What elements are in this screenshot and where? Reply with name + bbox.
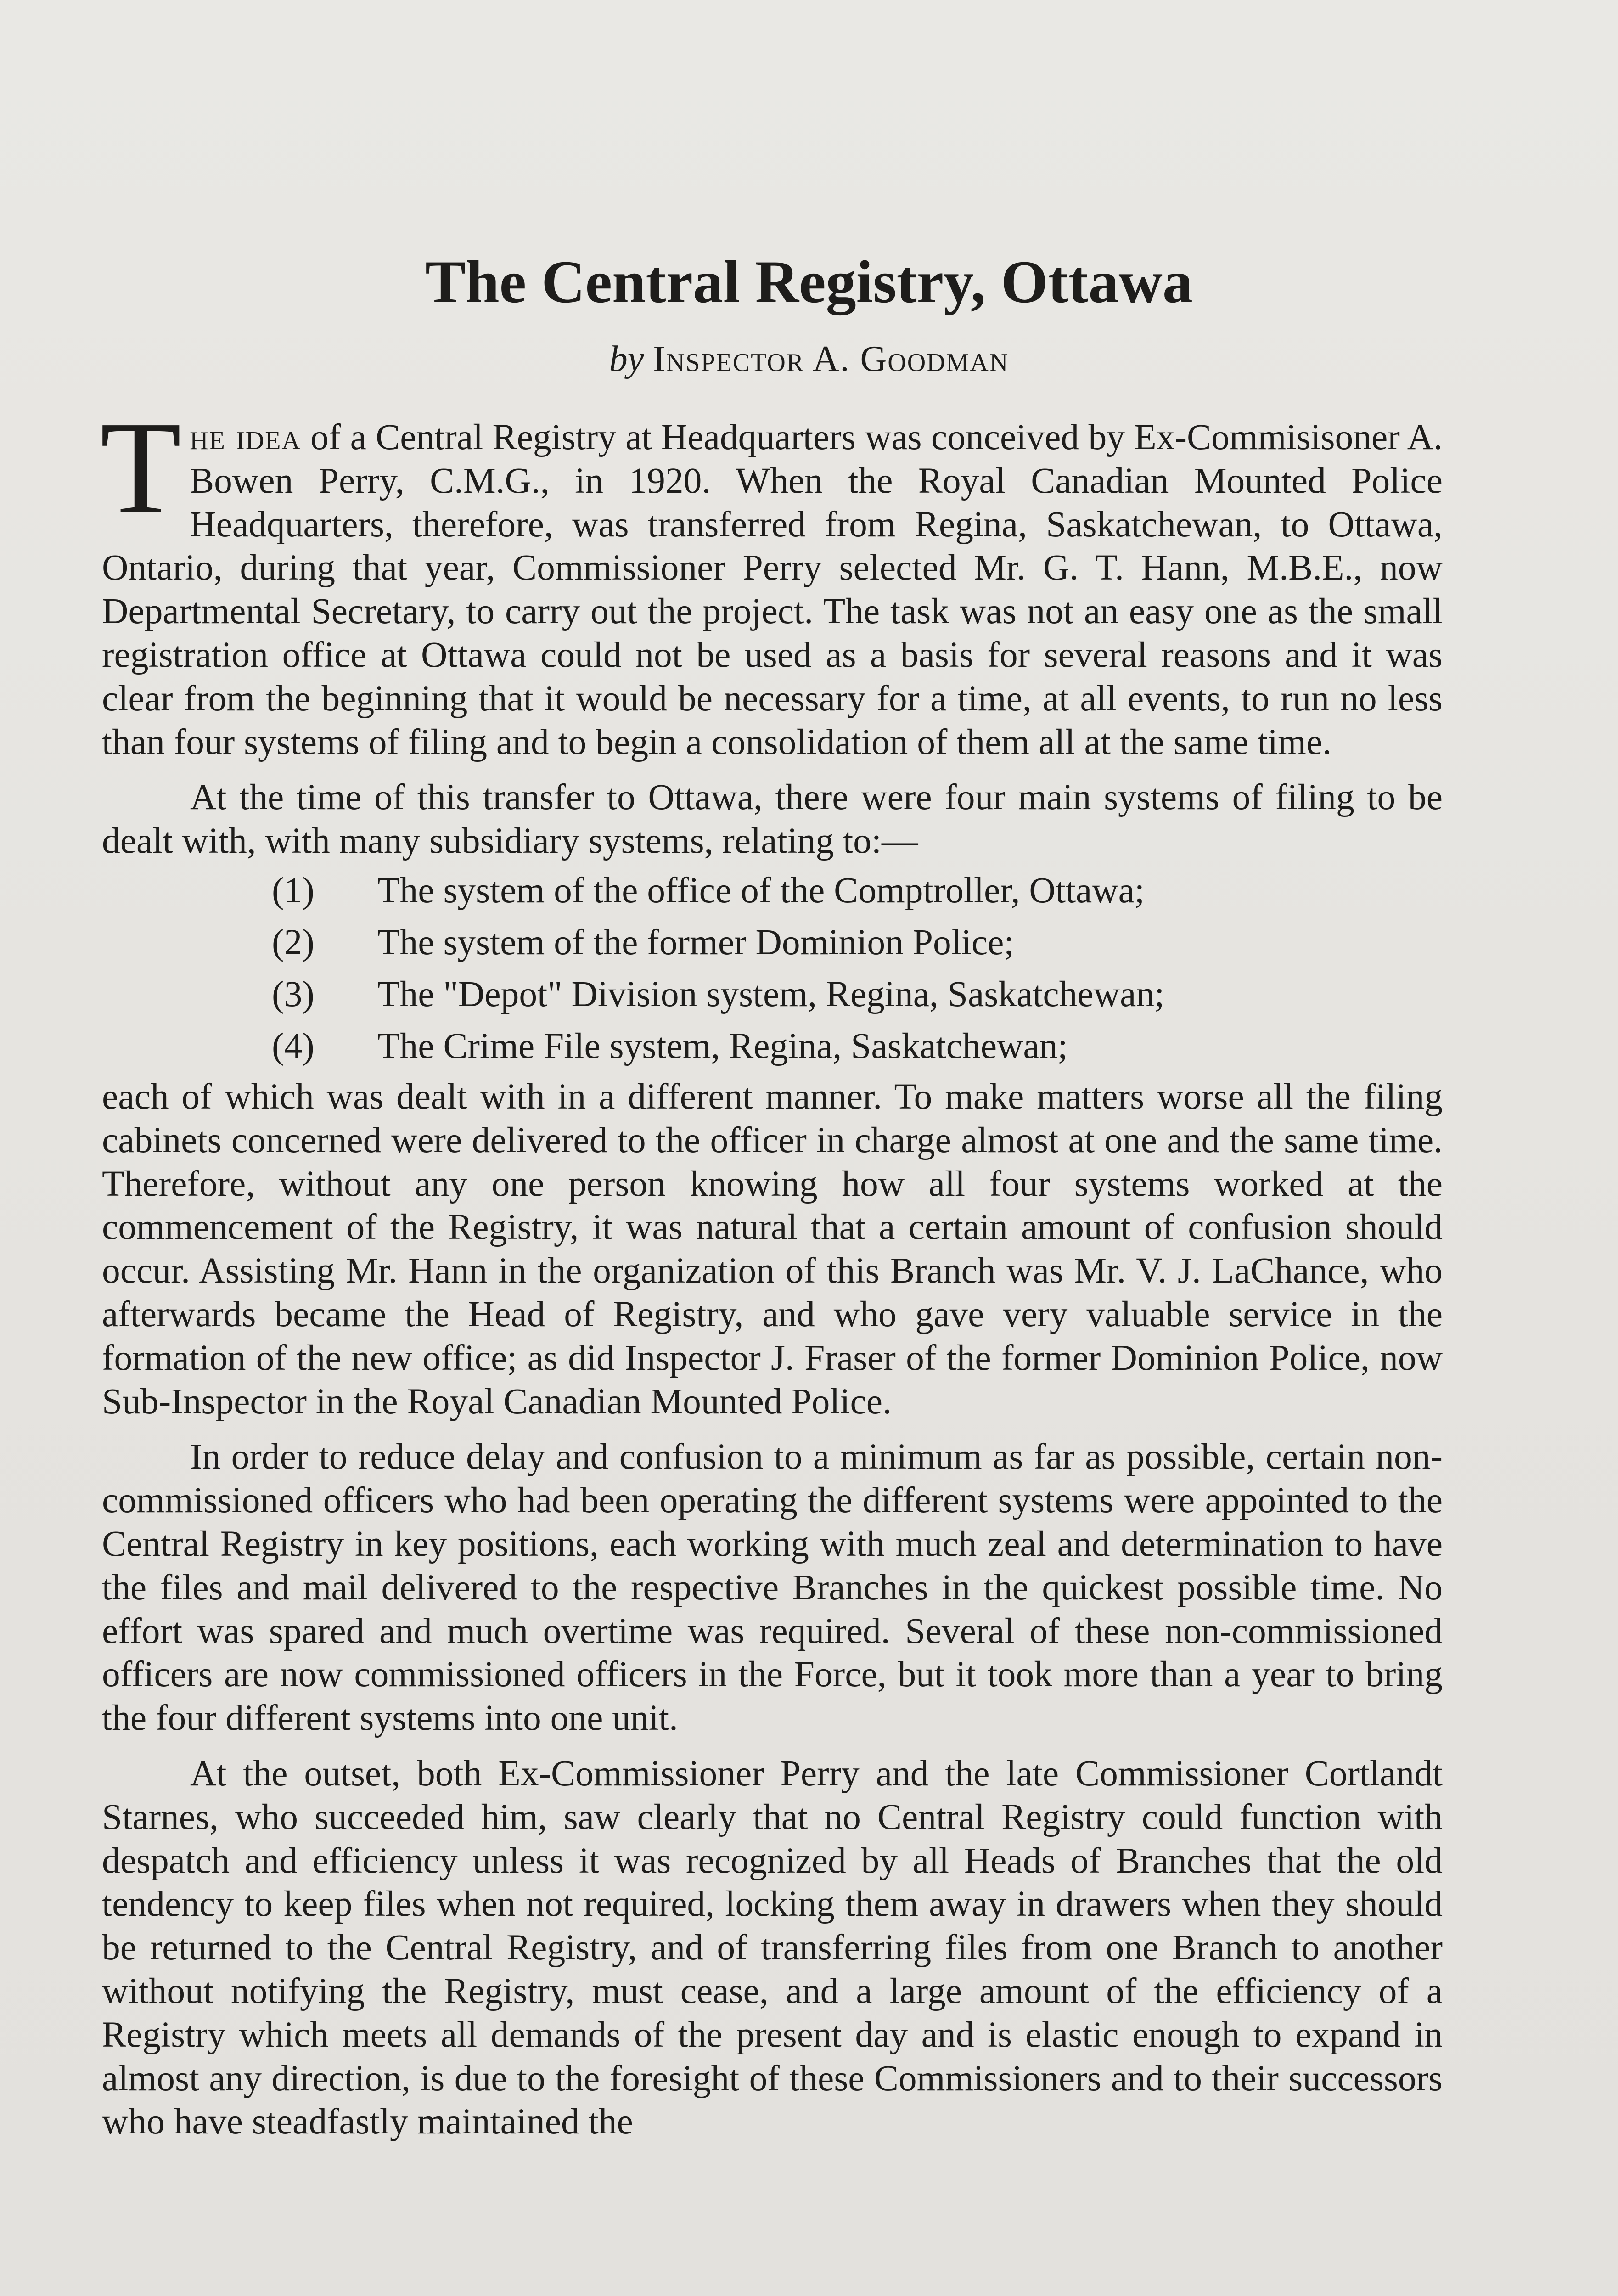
- article-byline: [0, 341, 1618, 377]
- list-item-text: The system of the office of the Comptroller, Ottawa;: [377, 870, 1145, 911]
- list-item-number: (1): [272, 870, 315, 911]
- paragraph-1: [100, 394, 1443, 764]
- article-body: [100, 394, 1443, 2155]
- list-item-text: The Crime File system, Regina, Saskatchewan;: [377, 1026, 1068, 1067]
- byline-prefix: by: [609, 339, 644, 379]
- article-title: The Central Registry, Ottawa: [425, 248, 1193, 315]
- filing-systems-list: [102, 865, 1443, 1072]
- paragraph-3: each of which was dealt with in a different manner. To make matters worse all the filing cabinets concerned were delivered to the officer in charge almost at one and the same time. Therefore, without any one person knowing how all four systems worked at the commencement of the Registry, it was natural that a certain amount of confusion should occur. Assisting Mr. Hann in the organization of this Branch was Mr. V. J. LaChance, who afterwards became the Head of Registry, and who gave very valuable service in the formation of the new office; as did Inspector J. Fraser of the former Dominion Police, now Sub-Inspector in the Royal Canadian Mounted Police.: [102, 1076, 1443, 1422]
- paragraph-1-text: of a Central Registry at Headquarters was conceived by Ex-Commisisoner A. Bowen Perry, C.M.G., in 1920. When the Royal Canadian Mounted Police Headquarters, therefore, was transferred from Regina, Saskatchewan, to Ottawa, Ontario, during that year, Commissioner Perry selected Mr. G. T. Hann, M.B.E., now Departmental Secretary, to carry out the project. The task was not an easy one as the small registration office at Ottawa could not be used as a basis for several reasons and it was clear from the beginning that it would be necessary for a time, at all events, to run no less than four systems of filing and to begin a consolidation of them all at the same time.: [102, 417, 1443, 762]
- drop-cap: T: [100, 394, 182, 541]
- list-item-number: (2): [272, 922, 315, 963]
- paragraph-5: At the outset, both Ex-Commissioner Perry and the late Commissioner Cortlandt Starnes, who succeeded him, saw clearly that no Central Registry could function with despatch and efficiency unless it was recognized by all Heads of Branches that the old tendency to keep files when not required, locking them away in drawers when they should be returned to the Central Registry, and of transferring files from one Branch to another without notifying the Registry, must cease, and a large amount of the efficiency of a Registry which meets all demands of the present day and is elastic enough to expand in almost any direction, is due to the foresight of these Commissioners and to their successors who have steadfastly maintained the: [102, 1753, 1443, 2142]
- bleed-through-text: [482, 152, 1263, 184]
- byline-author: Inspector A. Goodman: [653, 339, 1009, 379]
- list-item: [272, 917, 1443, 968]
- list-item: [272, 865, 1443, 917]
- list-item: [272, 968, 1443, 1020]
- paragraph-2: At the time of this transfer to Ottawa, there were four main systems of filing to be dealt with, with many subsidiary systems, relating to:—: [102, 777, 1443, 861]
- list-item-text: The system of the former Dominion Police;: [377, 922, 1014, 963]
- lead-in-smallcaps: he idea: [190, 417, 301, 457]
- paragraph-4: In order to reduce delay and confusion to a minimum as far as possible, certain non-commissioned officers who had been operating the different systems were appointed to the Central Registry in key positions, each working with much zeal and determination to have the files and mail delivered to the respective Branches in the quickest possible time. No effort was spared and much overtime was required. Several of these non-commissioned officers are now commissioned officers in the Force, but it took more than a year to bring the four different systems into one unit.: [102, 1436, 1443, 1739]
- list-item: [272, 1020, 1443, 1072]
- list-item-number: (3): [272, 974, 315, 1015]
- list-item-text: The "Depot" Division system, Regina, Saskatchewan;: [377, 974, 1165, 1015]
- list-item-number: (4): [272, 1026, 315, 1067]
